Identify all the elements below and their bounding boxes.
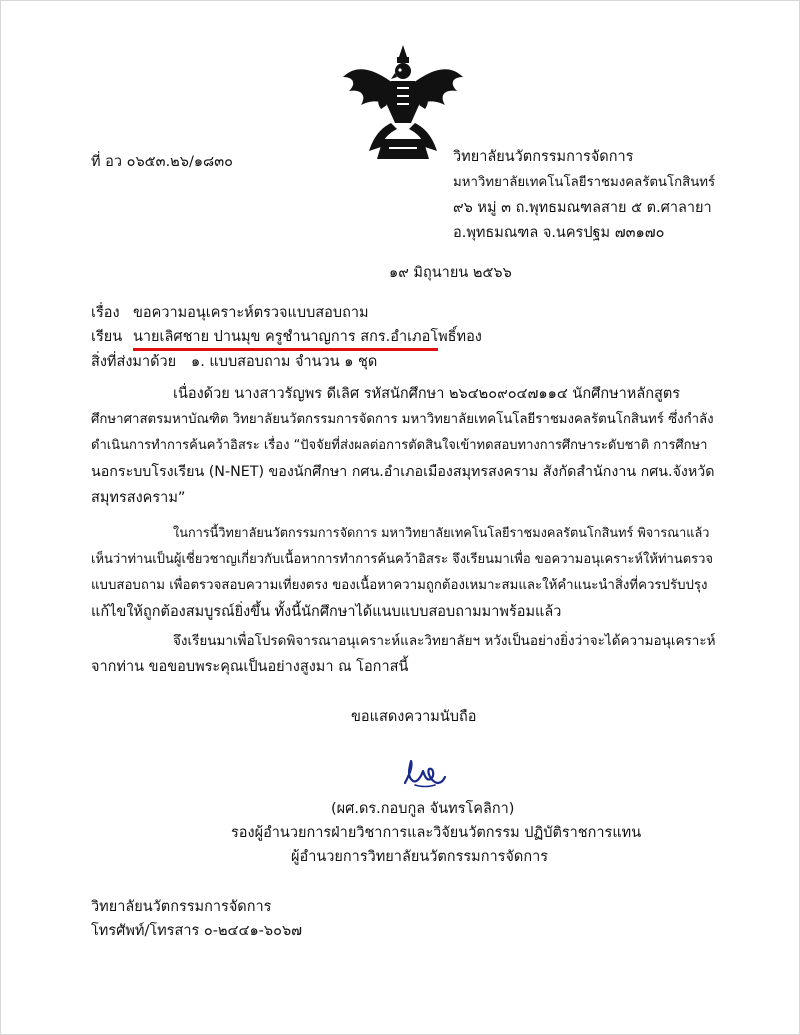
signer-title-2: ผู้อำนวยการวิทยาลัยนวัตกรรมการจัดการ bbox=[291, 849, 549, 865]
para1-line-4: นอกระบบโรงเรียน (N-NET) ของนักศึกษา กศน.อำเภอเมืองสมุทรสงคราม สังกัดสำนักงาน กศน.จังหวัด bbox=[91, 464, 715, 480]
recipient-label: เรียน bbox=[91, 329, 123, 345]
footer-phone: โทรศัพท์/โทรสาร ๐-๒๔๔๑-๖๐๖๗ bbox=[91, 923, 303, 939]
enclosure-label: สิ่งที่ส่งมาด้วย bbox=[91, 354, 177, 370]
handwritten-signature bbox=[399, 755, 449, 791]
para3-line-1: จึงเรียนมาเพื่อโปรดพิจารณาอนุเคราะห์และวิทยาลัยฯ หวังเป็นอย่างยิ่งว่าจะได้ความอนุเคราะห์ bbox=[173, 633, 716, 649]
recipient-text: นายเลิศชาย ปานมุข ครูชำนาญการ สกร.อำเภอโพธิ์ทอง bbox=[133, 329, 482, 345]
garuda-emblem-icon bbox=[339, 43, 467, 161]
signer-name: (ผศ.ดร.กอบกูล จันทรโคลิกา) bbox=[331, 801, 515, 817]
para2-line-3: แบบสอบถาม เพื่อตรวจสอบความเที่ยงตรง ของเนื้อหาความถูกต้องเหมาะสมและให้คำแนะนำสิ่งที่ควรปรับปรุง bbox=[91, 578, 708, 593]
org-line-1: วิทยาลัยนวัตกรรมการจัดการ bbox=[453, 149, 634, 165]
subject-text: ขอความอนุเคราะห์ตรวจแบบสอบถาม bbox=[133, 305, 369, 321]
org-line-2: มหาวิทยาลัยเทคโนโลยีราชมงคลรัตนโกสินทร์ bbox=[453, 175, 716, 190]
org-line-4: อ.พุทธมณฑล จ.นครปฐม ๗๓๑๗๐ bbox=[453, 225, 665, 241]
para1-line-5: สมุทรสงคราม” bbox=[91, 490, 186, 506]
para1-line-2: ศึกษาศาสตรมหาบัณฑิต วิทยาลัยนวัตกรรมการจัดการ มหาวิทยาลัยเทคโนโลยีราชมงคลรัตนโกสินทร์ ซึ่งกำลัง bbox=[91, 412, 714, 427]
enclosure-text: ๑. แบบสอบถาม จำนวน ๑ ชุด bbox=[191, 354, 378, 370]
para1-line-3: ดำเนินการทำการค้นคว้าอิสระ เรื่อง “ปัจจัยที่ส่งผลต่อการตัดสินใจเข้าทดสอบทางการศึกษาระดับชาติ การศึกษา bbox=[91, 438, 708, 453]
para2-line-4: แก้ไขให้ถูกต้องสมบูรณ์ยิ่งขึ้น ทั้งนี้นักศึกษาได้แนบแบบสอบถามมาพร้อมแล้ว bbox=[91, 604, 562, 620]
closing-salutation: ขอแสดงความนับถือ bbox=[351, 709, 477, 725]
para2-line-2: เห็นว่าท่านเป็นผู้เชี่ยวชาญเกี่ยวกับเนื้อหาการทำการค้นคว้าอิสระ จึงเรียนมาเพื่อ ขอความอนุเคราะห์ให้ท่านตรวจ bbox=[91, 552, 714, 567]
document-number: ที่ อว ๐๖๕๓.๒๖/๑๘๓๐ bbox=[91, 154, 233, 170]
para3-line-2: จากท่าน ขอขอบพระคุณเป็นอย่างสูงมา ณ โอกาสนี้ bbox=[91, 659, 409, 675]
para1-line-1: เนื่องด้วย นางสาวรัญพร ดีเลิศ รหัสนักศึกษา ๒๖๔๒๐๙๐๔๗๑๑๔ นักศึกษาหลักสูตร bbox=[173, 386, 681, 402]
letter-date: ๑๙ มิถุนายน ๒๕๖๖ bbox=[389, 265, 512, 281]
subject-label: เรื่อง bbox=[91, 305, 120, 321]
org-line-3: ๙๖ หมู่ ๓ ถ.พุทธมณฑลสาย ๕ ต.ศาลายา bbox=[453, 200, 712, 216]
para2-line-1: ในการนี้วิทยาลัยนวัตกรรมการจัดการ มหาวิทยาลัยเทคโนโลยีราชมงคลรัตนโกสินทร์ พิจารณาแล้ว bbox=[173, 526, 710, 541]
recipient-red-underline bbox=[133, 348, 438, 351]
signer-title-1: รองผู้อำนวยการฝ่ายวิชาการและวิจัยนวัตกรรม ปฏิบัติราชการแทน bbox=[231, 825, 642, 841]
footer-org: วิทยาลัยนวัตกรรมการจัดการ bbox=[91, 899, 272, 915]
